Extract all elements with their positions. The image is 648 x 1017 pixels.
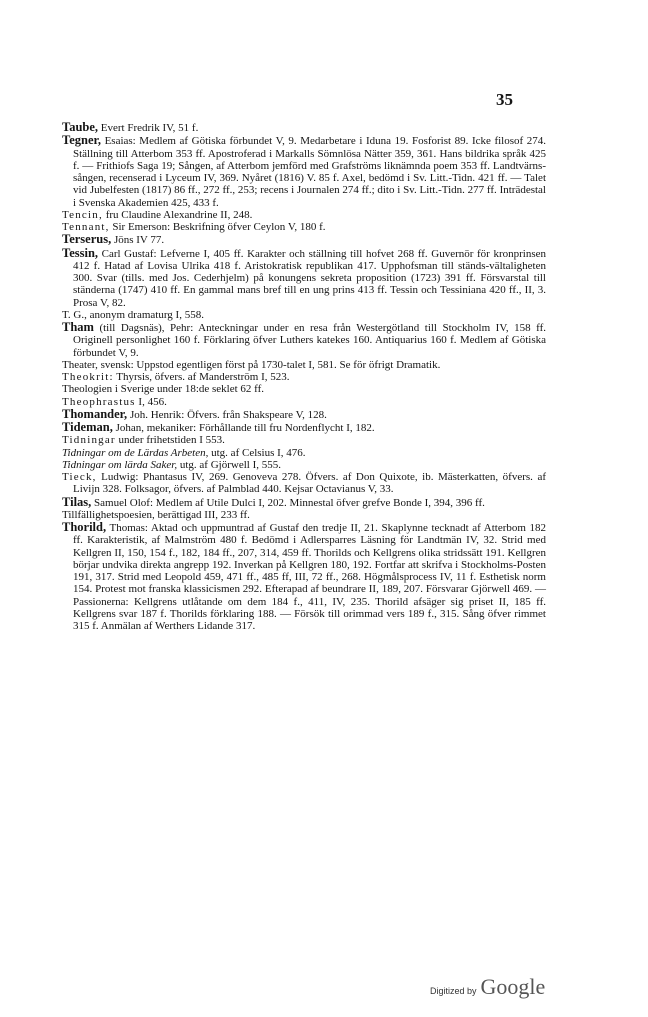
watermark-prefix: Digitized by xyxy=(430,986,477,996)
index-entry xyxy=(62,233,546,246)
entry-text: svensk: Uppstod egentligen först på 1730-talet I, 581. Se för öfrigt Dramatik. xyxy=(97,358,441,371)
entry-text: Johan, mekaniker: Förhållande till fru Nordenflycht I, 182. xyxy=(112,422,375,434)
entry-headword: Thomander, xyxy=(62,406,128,421)
index-entry xyxy=(62,134,546,209)
entry-headword: Theater, xyxy=(62,358,98,371)
index-entry xyxy=(62,383,546,395)
index-entry xyxy=(62,309,546,321)
entry-headword: Tencin, xyxy=(62,208,103,221)
entry-headword: Tidningar om de Lärdas Arbeten, xyxy=(62,446,209,459)
entry-headword: Tidningar xyxy=(62,434,116,447)
entry-headword: Tessin, xyxy=(62,245,99,260)
entry-text: anonym dramaturg I, 558. xyxy=(86,308,204,321)
index-entry xyxy=(62,247,546,309)
entry-text: Evert Fredrik IV, 51 f. xyxy=(98,122,199,134)
digitized-watermark xyxy=(430,974,545,1000)
entry-text: Thyrsis, öfvers. af Manderström I, 523. xyxy=(113,371,290,383)
entry-headword: Taube, xyxy=(62,120,99,134)
entry-headword: Theokrit: xyxy=(62,371,114,383)
entry-text: Samuel Olof: Medlem af Utile Dulci I, 202. Minnestal öfver grefve Bonde I, 394, 396 ff. xyxy=(91,496,485,509)
index-entry xyxy=(62,371,546,383)
index-entry xyxy=(62,521,546,632)
entry-headword: Tideman, xyxy=(62,420,113,434)
index-entry xyxy=(62,509,546,521)
index-entry xyxy=(62,359,546,371)
index-entry xyxy=(62,396,546,408)
entry-text: Esaias: Medlem af Götiska förbundet V, 9. Medarbetare i Iduna 19. Fosforist 89. Icke filosof 274. Ställning till Atterbom 353 ff. Apostroferad i Markalls Sömnlösa Nätter 359, 361. Hans bildrika språk 425 f. — Frithiofs Saga 19; Sången, af Atterbom jemförd med Grafströms liknämnda poem 353 ff. Landtvärns-sången, recenserad i Lyceum IV, 369. Nyåret (1816) V. 85 f. Axel, bedömd i Sv. Litt.-Tidn. 421 ff. — Talet vid Jubelfesten (1817) 86 ff., 272 ff., 253; recens i Journalen 274 ff.; dito i Sv. Litt.-Tidn. 277 ff. Inträdestal i Svenska Akademien 425, 433 f. xyxy=(73,135,546,209)
page-number: 35 xyxy=(496,90,513,109)
entry-text: Jöns IV 77. xyxy=(111,234,165,247)
entry-text: i Sverige under 18:de seklet 62 ff. xyxy=(112,383,265,396)
index-entry xyxy=(62,209,546,221)
entry-headword: Tidningar om lärda Saker, xyxy=(62,458,178,471)
entry-headword: Terserus, xyxy=(62,232,112,247)
entry-text: Sir Emerson: Beskrifning öfver Ceylon V, 180 f. xyxy=(109,221,326,233)
index-entry xyxy=(62,221,546,233)
entry-text: I, 456. xyxy=(135,395,167,408)
entry-headword: Tilas, xyxy=(62,494,92,509)
index-entry xyxy=(62,496,546,509)
entry-text: berättigad III, 233 ff. xyxy=(154,508,250,521)
entry-text: (till Dagsnäs), Pehr: Anteckningar under en resa från Westergötland till Stockholm IV, 158 ff. Originell personlighet 160 f. Förklaring öfver Luthers katekes 160. Antiquarius 160 f. Medlem af Götiska förbundet V, 9. xyxy=(73,322,546,359)
google-logo: Google xyxy=(480,974,546,999)
index-entry xyxy=(62,471,546,496)
index-entry xyxy=(62,321,546,359)
entry-text: Carl Gustaf: Lefverne I, 405 ff. Karakter och ställning till hofvet 268 ff. Guvernör för kronprinsen 412 f. Hatad af Lovisa Ulrika 418 f. Aristokratisk republikan 417. Upphofsman till ständs-vältaligheten 300. Svar (tills. med Jos. Cederhjelm) på konungens sekreta proposition (1723) 391 ff. Försvarstal till ständerna (1747) 410 ff. En gammal mans bref till en ung prins 413 ff. Tessin och Tessiniana 420 ff., II, 3. Prosa V, 82. xyxy=(73,247,546,309)
entry-headword: Tegner, xyxy=(62,133,102,148)
entry-headword: Theologien xyxy=(62,383,113,396)
entry-text: Thomas: Aktad och uppmuntrad af Gustaf den tredje II, 21. Skaplynne tecknadt af Atterbom 182 ff. Karakteristik, af Malmström 480 f. Bedömd i Adlersparres Läsning för Landtmän IV, 32. Strid med Kellgren II, 150, 154 f., 182, 184 ff., 207, 314, 459 ff. Thorilds och Kellgrens olika stridssätt 191. Kellgren börjar undvika direkta angrepp 192. Inverkan på Kellgren 180, 192. Fortfar att skrifva i Stockholms-Posten 191, 317. Strid med Leopold 459, 471 ff., 485 ff, III, 72 ff., 268. Högmålsprocess IV, 11 f. Esthetisk norm 154. Protest mot franska klassicismen 292. Efterapad af beundrare II, 189, 207. Försvarar Gjörwell 469. — Passionerna: Kellgrens utlåtande om dem 184 f., 411, IV, 235. Thorild afsäger sig priset II, 185 ff. Kellgrens svar 187 f. Thorilds förklaring 188. — Försök till orimmad vers 189 f., 315. Sång öfver rimmet 315 f. Anmälan af Werthers Lidande 317. xyxy=(73,522,546,632)
entry-text: Ludwig: Phantasus IV, 269. Genoveva 278. Öfvers. af Don Quixote, ib. Mästerkatten, öfvers. af Livijn 328. Folksagor, öfvers. af Palmblad 440. Kejsar Octavianus V, 33. xyxy=(73,471,546,496)
entry-text: under frihetstiden I 553. xyxy=(115,434,225,447)
entry-headword: Tennant, xyxy=(62,221,110,233)
index-entry xyxy=(62,408,546,421)
entry-text: fru Claudine Alexandrine II, 248. xyxy=(102,208,253,221)
index-column xyxy=(62,121,546,632)
entry-headword: Theophrastus xyxy=(62,395,136,408)
entry-text: Joh. Henrik: Öfvers. från Shakspeare V, 128. xyxy=(127,408,327,421)
entry-headword: T. G., xyxy=(62,308,87,321)
index-entry xyxy=(62,421,546,434)
index-entry xyxy=(62,459,546,471)
entry-headword: Thorild, xyxy=(62,520,107,534)
index-entry xyxy=(62,434,546,446)
index-entry xyxy=(62,121,546,134)
entry-headword: Tham xyxy=(62,320,94,334)
index-entry xyxy=(62,447,546,459)
entry-headword: Tieck, xyxy=(62,471,97,483)
entry-text: utg. af Celsius I, 476. xyxy=(208,446,306,459)
entry-headword: Tillfällighetspoesien, xyxy=(62,508,155,521)
entry-text: utg. af Gjörwell I, 555. xyxy=(177,458,281,471)
